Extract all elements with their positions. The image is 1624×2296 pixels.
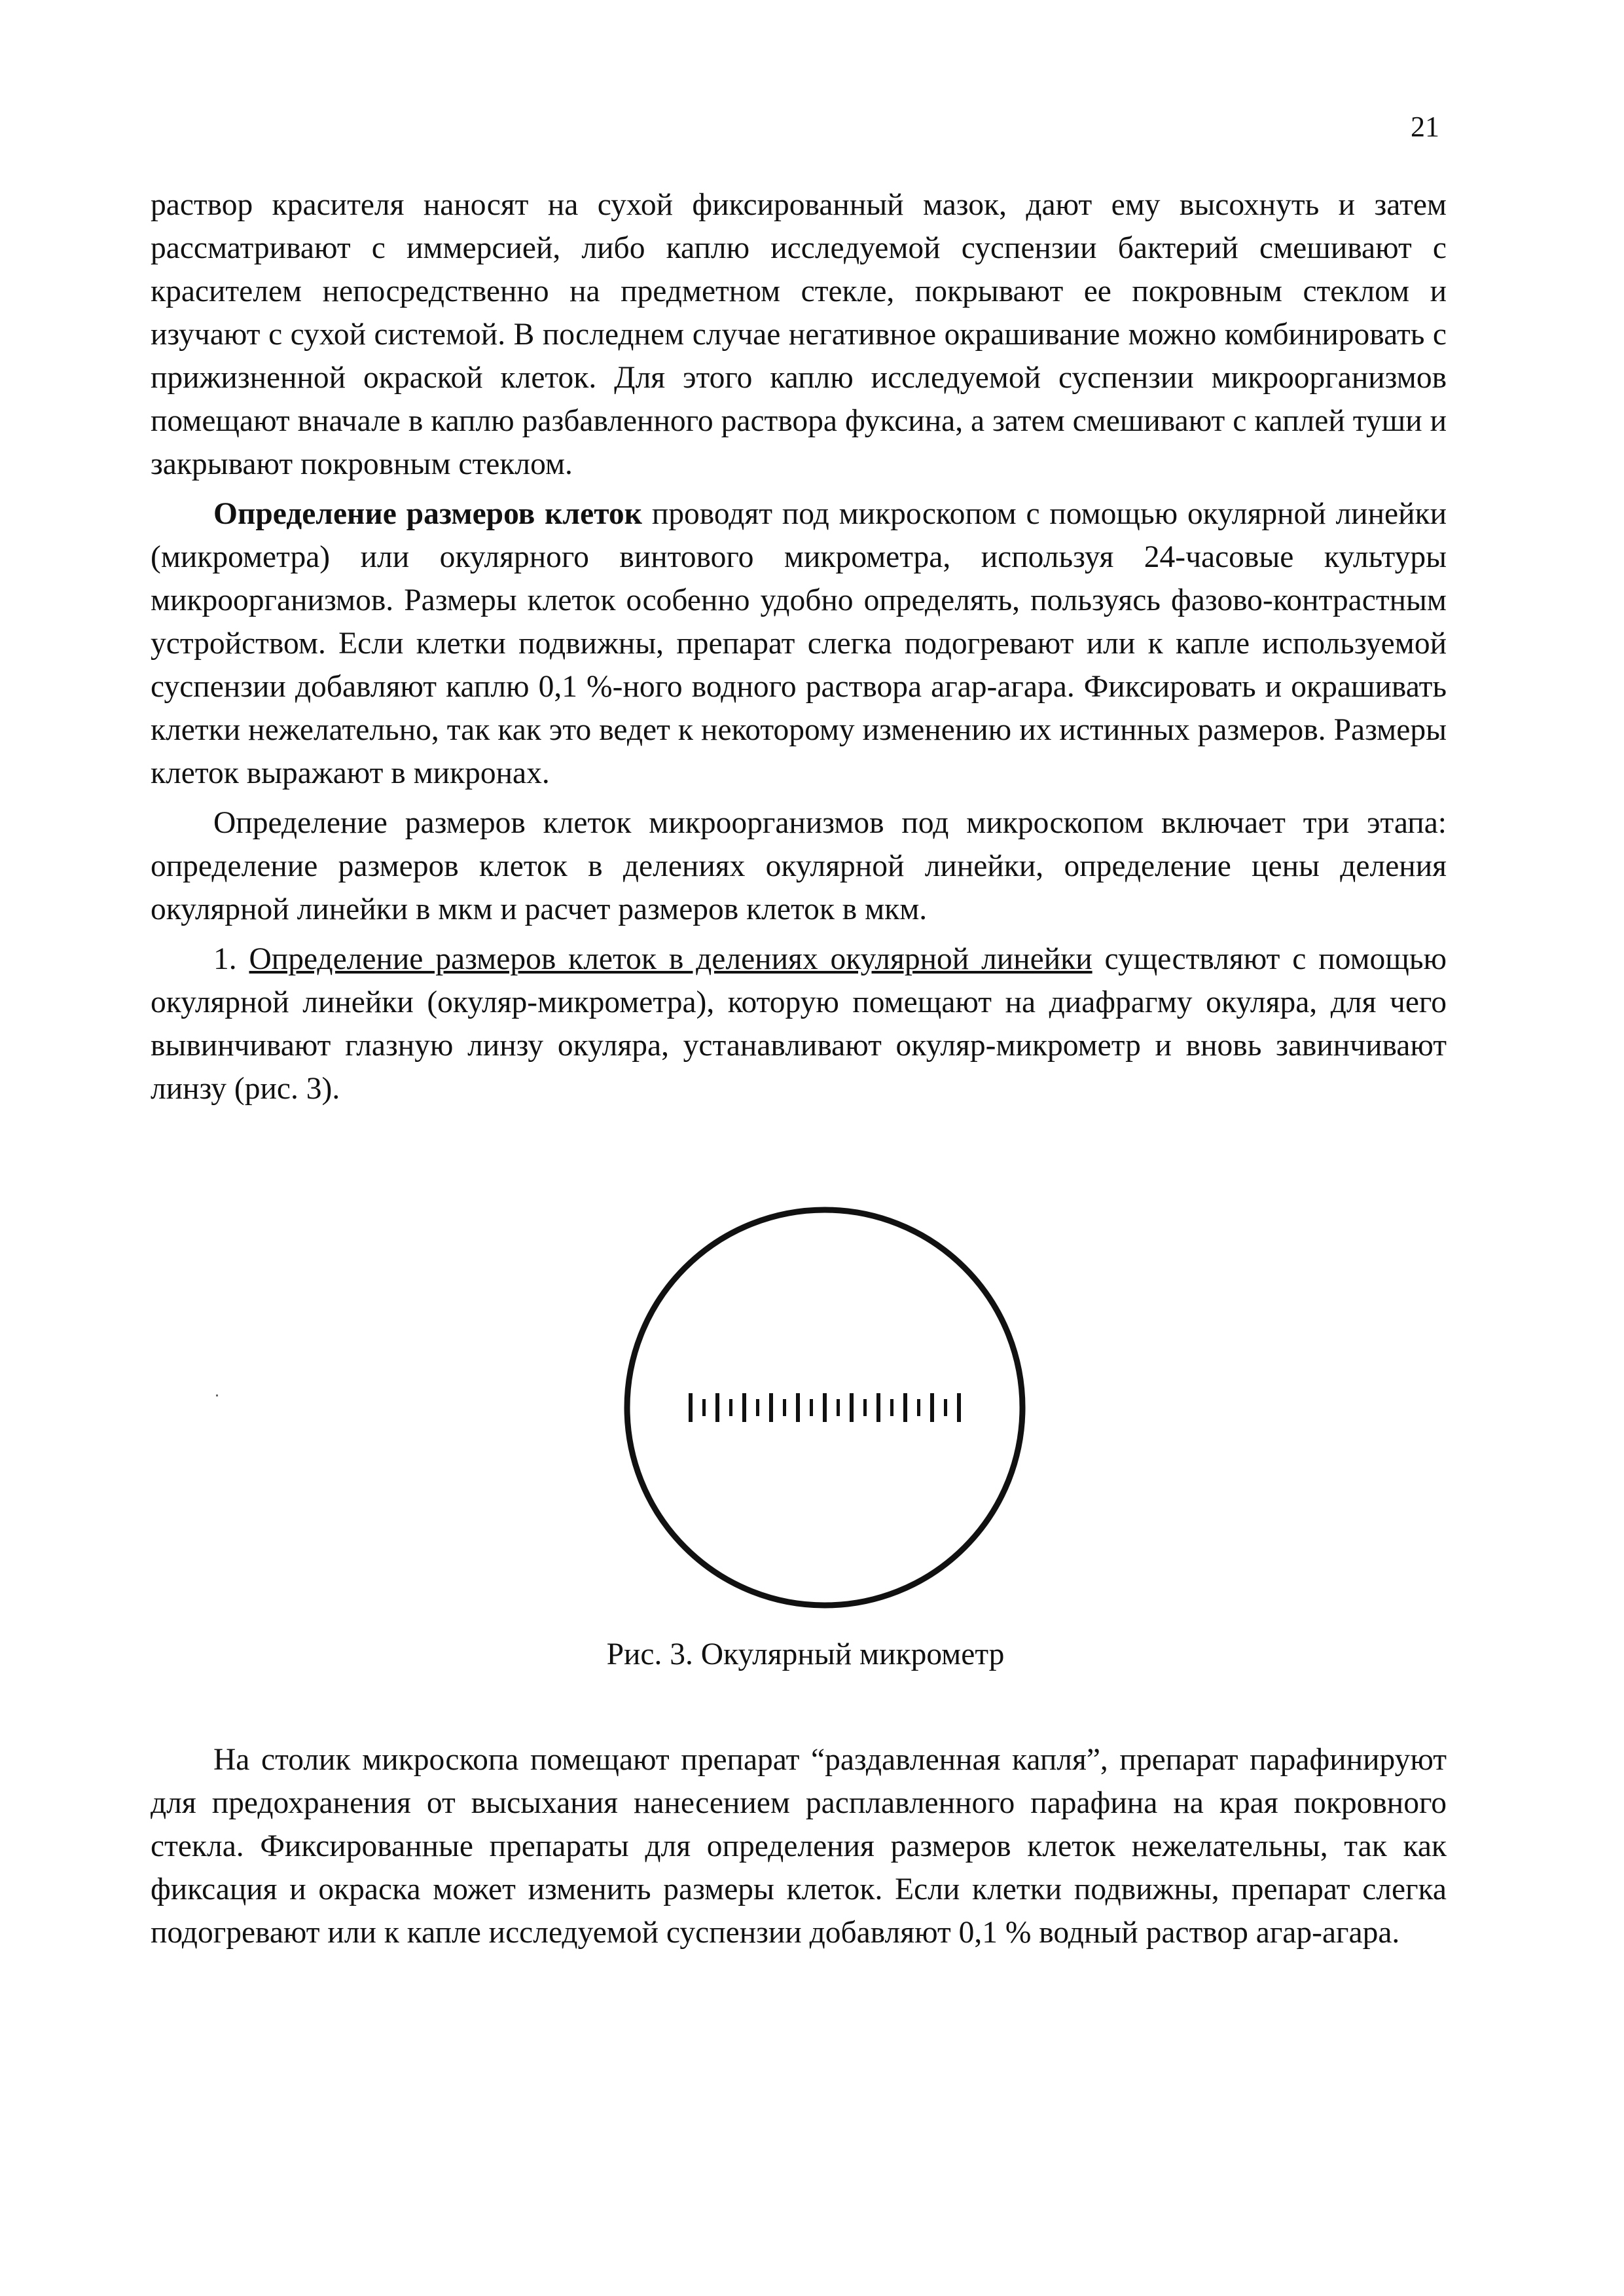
page-number: 21 <box>1411 111 1439 143</box>
micrometer-scale <box>691 1393 959 1422</box>
eyepiece-micrometer-figure <box>615 1198 1034 1617</box>
main-text <box>151 183 1447 1117</box>
paragraph-2 <box>151 492 1447 795</box>
paragraph-1: раствор красителя наносят на сухой фиксированный мазок, дают ему высохнуть и затем рассматривают с иммерсией, либо каплю исследуемой суспензии бактерий смешивают с красителем непосредственно на предметном стекле, покрывают ее покровным стеклом и изучают с сухой системой. В последнем случае негативное окрашивание можно комбинировать с прижизненной окраской клеток. Для этого каплю исследуемой суспензии микроорганизмов помещают вначале в каплю разбавленного раствора фуксина, а затем смешивают с каплей туши и закрывают покровным стеклом. <box>151 188 1447 481</box>
text-after-figure <box>151 1738 1447 1961</box>
paragraph-3: Определение размеров клеток микроорганизмов под микроскопом включает три этапа: определение размеров клеток в делениях окулярной линейки, определение цены деления окулярной линейки в мкм и расчет размеров клеток в мкм. <box>151 806 1447 926</box>
paragraph-4-number: 1. <box>213 942 249 976</box>
paragraph-2-body: проводят под микроскопом с помощью окулярной линейки (микрометра) или окулярного винтового микрометра, используя 24-часовые культуры микроорганизмов. Размеры клеток особенно удобно определять, пользуясь фазово-контрастным устройством. Если клетки подвижны, препарат слегка подогревают или к капле используемой суспензии добавляют каплю 0,1 %-ного водного раствора агар-агара. Фиксировать и окрашивать клетки нежелательно, так как это ведет к некоторому изменению их истинных размеров. Размеры клеток выражают в микронах. <box>151 497 1447 790</box>
eyepiece-micrometer-drawing <box>615 1198 1034 1617</box>
paragraph-5: На столик микроскопа помещают препарат “раздавленная капля”, препарат парафинируют для предохранения от высыхания нанесением расплавленного парафина на края покровного стекла. Фиксированные препараты для определения размеров клеток нежелательны, так как фиксация и окраска может изменить размеры клеток. Если клетки подвижны, препарат слегка подогревают или к капле исследуемой суспензии добавляют 0,1 % водный раствор агар-агара. <box>151 1743 1447 1950</box>
paragraph-4-heading: Определение размеров клеток в делениях окулярной линейки <box>249 942 1092 976</box>
paragraph-4-body: существляют с помощью окулярной линейки (окуляр-микрометра), которую помещают на диафрагму окуляра, для чего вывинчивают глазную линзу окуляра, устанавливают окуляр-микрометр и вновь завинчивают линзу (рис. 3). <box>151 942 1447 1106</box>
figure-caption-text: Рис. 3. Окулярный микрометр <box>606 1637 1005 1671</box>
paragraph-4 <box>151 938 1447 1110</box>
scan-speck <box>216 1394 218 1396</box>
figure-caption <box>0 1637 1624 1672</box>
paragraph-2-lead: Определение размеров клеток <box>213 497 643 531</box>
